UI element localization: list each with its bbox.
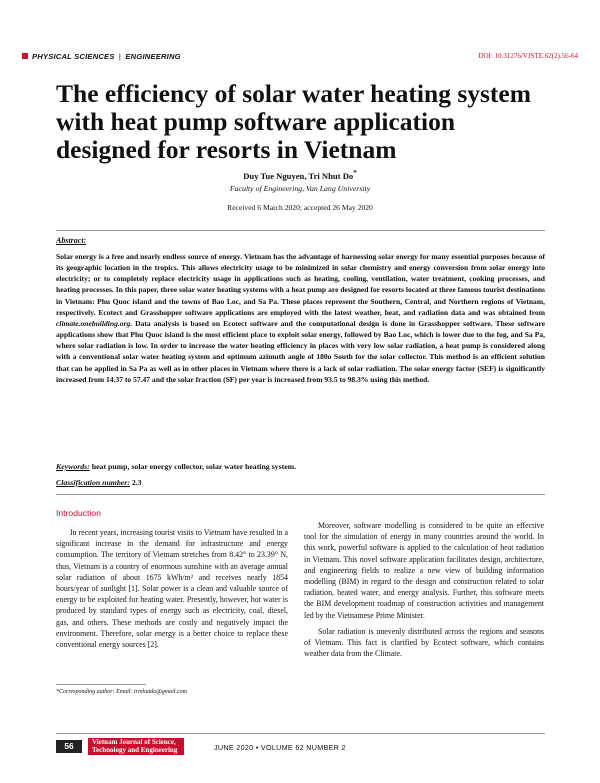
- intro-right-column: [304, 520, 544, 659]
- article-title: The efficiency of solar water heating system with heat pump software application designed for resorts in Vietnam: [56, 79, 531, 164]
- received-dates: Received 6 March 2020; accepted 26 May 2020: [227, 203, 373, 212]
- section-primary: PHYSICAL SCIENCES: [32, 52, 115, 61]
- abstract-text-part1: Solar energy is a free and nearly endless source of energy. Vietnam has the advantage of harnessing solar energy for many essential purposes because of its geographic location in the tropics. This allows electricity usage to be minimized in solar chemistry and energy conversion from solar energy into electricity; or to completely replace electricity usage in applications such as heating, cooling, ventilation, water treatment, cooking processes, and heating processes. In this paper, three solar water heating systems with a heat pump are designed for resorts located at three famous tourist destinations in Vietnam: Phu Quoc island and the towns of Bao Loc, and Sa Pa. These places represent the Southern, Central, and Northern regions of Vietnam, respectively. Ecotect and Grasshopper software applications are employed with the latest weather, heat, and radiation data and was obtained from: [56, 252, 545, 317]
- keywords-value: heat pump, solar energy collector, solar water heating system.: [91, 462, 297, 471]
- intro-right-paragraph-1: Moreover, software modelling is considered to be quite an effective tool for the simulation of energy in many countries around the world. In this work, powerful software is applied to the calculation of heat radiation in Vietnam. This novel software application facilitates design, architecture, and engineering fields to realize a new view of building information modelling (BIM) in regard to the design and construction related to solar radiation, heated water, and energy analysis. Further, this software meets the BIM development roadmap of construction activities and management led by the Vietnamese Prime Minister.: [304, 521, 544, 620]
- journal-name-line1: Vietnam Journal of Science,: [92, 738, 176, 746]
- intro-right-paragraph-2: Solar radiation is unevenly distributed across the regions and seasons of Vietnam. This fact is clarified by Ecotect software, which contains weather data from the Climate.: [304, 626, 544, 659]
- classification-value: 2.3: [131, 478, 142, 487]
- journal-name: [92, 738, 177, 755]
- authors: [0, 169, 600, 181]
- abstract-top-rule: [56, 230, 545, 231]
- keywords: [56, 462, 296, 471]
- classification: [56, 478, 142, 487]
- abstract-text-part2: . Data analysis is based on Ecotect software and the computational design is done in Grasshopper software. These software applications show that Phu Quoc island is the most efficient place to exploit solar energy, followed by Bao Loc, which is lower due to the fog, and Sa Pa, where solar radiation is low. In order to increase the water heating efficiency in places with very low solar radiation, a heat pump is considered along with a conventional solar water heating system and optimum azimuth angle of 180o South for the solar collector. This method is an efficient solution that can be applied in Sa Pa as well as in other places in Vietnam where there is a lack of solar radiation. The solar energy factor (SEF) is significantly increased from 14.37 to 57.47 and the solar fraction (SF) per year is increased from 93.5 to 98.3% using this method.: [56, 318, 545, 384]
- section-square-icon: [22, 53, 28, 59]
- affiliation: Faculty of Engineering, Van Lang University: [229, 184, 371, 193]
- section-secondary: ENGINEERING: [125, 52, 181, 61]
- abstract-heading: Abstract:: [56, 236, 87, 245]
- corresponding-author-mark: *: [353, 169, 357, 177]
- abstract-text: [56, 251, 545, 385]
- journal-name-line2: Technology and Engineering: [92, 746, 178, 755]
- issue-info: JUNE 2020 • VOLUME 62 NUMBER 2: [214, 743, 346, 752]
- section-separator: |: [118, 52, 122, 61]
- classification-label: Classification number:: [56, 478, 130, 487]
- author-names: Duy Tue Nguyen, Tri Nhut Do: [243, 170, 354, 181]
- page-number: 56: [56, 740, 82, 753]
- introduction-heading: Introduction: [56, 508, 101, 518]
- footnote-rule: [56, 684, 146, 685]
- journal-logo: [88, 738, 184, 755]
- keywords-label: Keywords:: [56, 462, 90, 471]
- abstract-bottom-rule: [56, 494, 545, 495]
- section-label: [22, 52, 181, 61]
- climate-data-link[interactable]: climate.onebuilding.org: [56, 318, 131, 328]
- doi[interactable]: DOI: 10.31276/VJSTE.62(2).56-64: [478, 52, 578, 60]
- footer-rule: [56, 733, 545, 734]
- corresponding-author-footnote: *Corresponding author: Email: trinhutdo@gmail.com: [56, 689, 187, 695]
- intro-left-paragraph: In recent years, increasing tourist visits to Vietnam have resulted in a significant increase in the demand for infrastructure and energy consumption. The territory of Vietnam stretches from 8.42° to 23.39° N, thus, Vietnam is a country of enormous sunshine with an average annual solar radiation of about 1675 kWh/m² and receives nearly 1854 hours/year of sunlight [1]. Solar power is a clean and valuable source of energy to be exploited for heating water. Presently, however, hot water is produced by standard types of energy such as electricity, coal, diesel, gas, and others. These methods are costly and negatively impact the environment. Therefore, solar energy is a better choice to replace these conventional energy sources [2].: [56, 528, 288, 650]
